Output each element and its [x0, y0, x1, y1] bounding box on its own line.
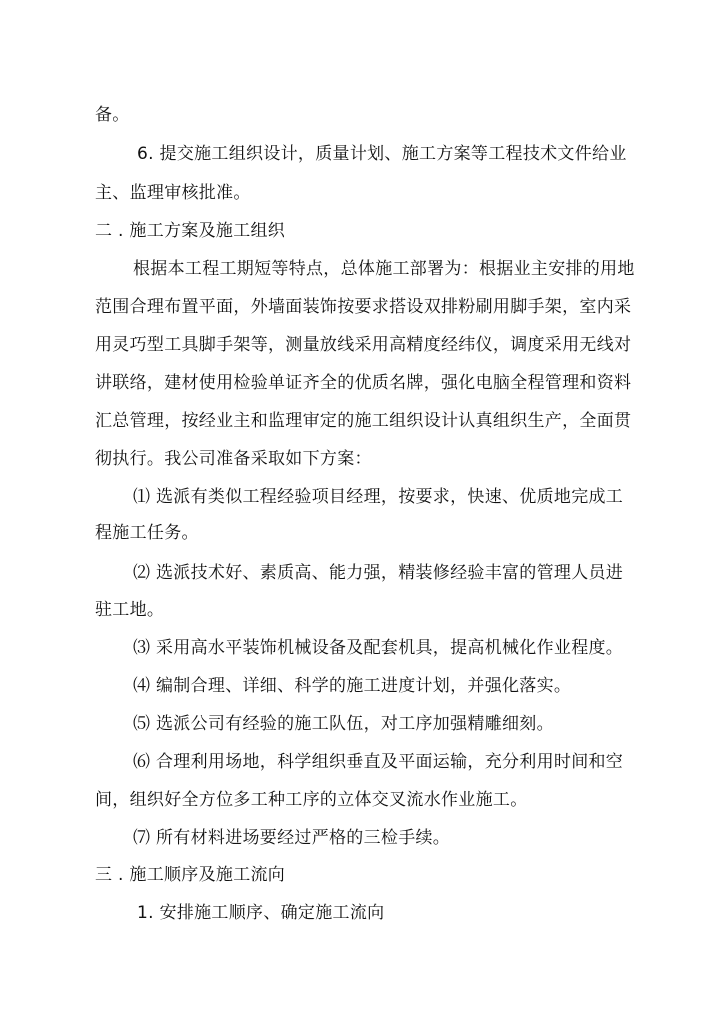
- text-line: 范围合理布置平面，外墙面装饰按要求搭设双排粉刷用脚手架，室内采: [95, 297, 632, 317]
- text-line: 讲联络，建材使用检验单证齐全的优质名牌，强化电脑全程管理和资料: [95, 373, 632, 393]
- section-heading: 二 . 施工方案及施工组织: [95, 221, 286, 241]
- text-line: 主、监理审核批准。: [95, 183, 251, 203]
- text-line: 驻工地。: [95, 600, 165, 620]
- text-line: 根据本工程工期短等特点，总体施工部署为：根据业主安排的用地: [133, 259, 635, 279]
- text-line: 用灵巧型工具脚手架等，测量放线采用高精度经纬仪，调度采用无线对: [95, 335, 632, 355]
- list-item: ⑹ 合理利用场地，科学组织垂直及平面运输，充分利用时间和空: [133, 752, 624, 772]
- list-item: ⑴ 选派有类似工程经验项目经理，按要求，快速、优质地完成工: [133, 487, 624, 507]
- text-line: 汇总管理，按经业主和监理审定的施工组织设计认真组织生产，全面贯: [95, 411, 632, 431]
- text-line: 程施工任务。: [95, 523, 199, 543]
- subsection-heading: 1. 安排施工顺序、确定施工流向: [137, 903, 385, 923]
- text-line: 间，组织好全方位多工种工序的立体交叉流水作业施工。: [95, 790, 528, 810]
- text-line: 备。: [95, 105, 130, 125]
- list-item: ⑷ 编制合理、详细、科学的施工进度计划，并强化落实。: [133, 676, 572, 696]
- list-item: ⑵ 选派技术好、素质高、能力强，精装修经验丰富的管理人员进: [133, 563, 624, 583]
- text-line: 6. 提交施工组织设计，质量计划、施工方案等工程技术文件给业: [137, 144, 627, 164]
- list-item: ⑸ 选派公司有经验的施工队伍，对工序加强精雕细刻。: [133, 714, 554, 734]
- section-heading: 三 . 施工顺序及施工流向: [95, 865, 286, 885]
- list-item: ⑺ 所有材料进场要经过严格的三检手续。: [133, 828, 451, 848]
- text-line: 彻执行。我公司准备采取如下方案：: [95, 449, 372, 469]
- list-item: ⑶ 采用高水平装饰机械设备及配套机具，提高机械化作业程度。: [133, 638, 624, 658]
